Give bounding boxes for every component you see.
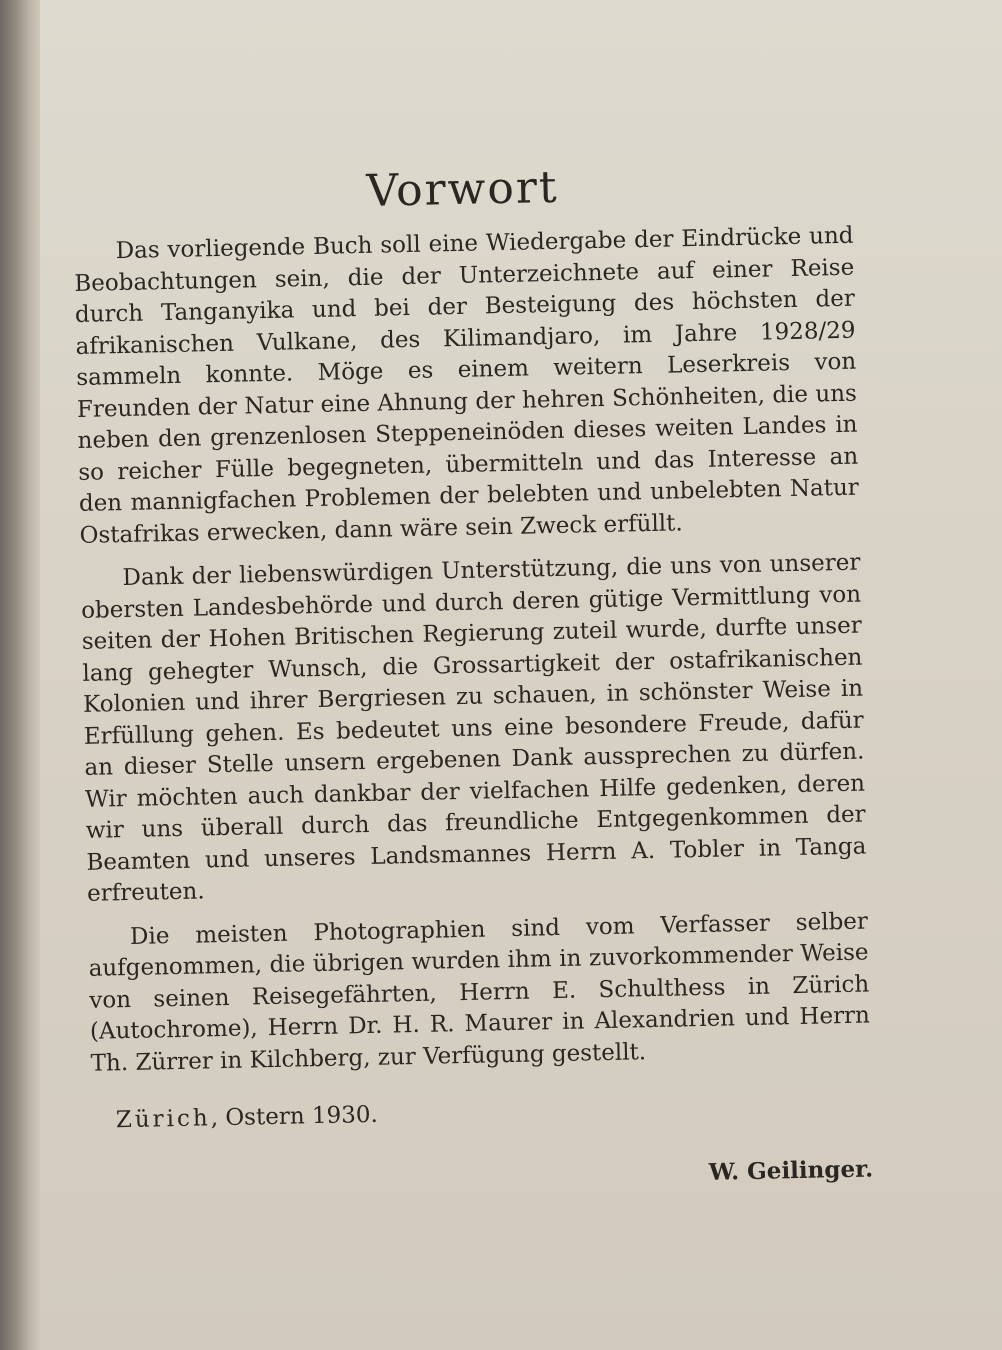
place: Zürich — [115, 1105, 211, 1134]
book-page — [40, 0, 1002, 1350]
paragraph-1: Das vorliegende Buch soll eine Wiedergabe der Eindrücke und Beobachtungen sein, die der Unterzeichnete auf einer Reise durch Tanganyika und bei der Besteigung des höchsten der afrikanischen Vulkane, des Kilimandjaro, im Jahre 1928/29 sammeln konnte. Möge es einem weitern Leserkreis von Freunden der Natur eine Ahnung der hehren Schönheiten, die uns neben den grenzenlosen Steppeneinöden dieses weiten Landes in so reicher Fülle begegneten, übermitteln und das Interesse an den mannigfachen Problemen der belebten und unbelebten Natur Ostafrikas erwecken, dann wäre sein Zweck erfüllt. — [74, 222, 860, 549]
paragraph-3: Die meisten Photographien sind vom Verfasser selber aufgenommen, die übrigen wurden ihm in zuvorkommender Weise von seinen Reisegefährten, Herrn E. Schulthess in Zürich (Autochrome), Herrn Dr. H. R. Maurer in Alexandrien und Herrn Th. Zürrer in Kilchberg, zur Verfügung gestellt. — [88, 907, 871, 1077]
page-content — [72, 156, 873, 1199]
paragraph-2: Dank der liebenswürdigen Unterstützung, die uns von unserer obersten Landesbehörde und durch deren gütige Vermittlung von seiten der Hohen Britischen Regierung zuteil wurde, durfte unser lang gehegter Wunsch, die Grossartigkeit der ostafrikanischen Kolonien und ihrer Bergriesen zu schauen, in schönster Weise in Erfüllung gehen. Es bedeutet uns eine besondere Freude, dafür an dieser Stelle unsern ergebenen Dank aussprechen zu dürfen. Wir möchten auch dankbar der vielfachen Hilfe gedenken, deren wir uns überall durch das freundliche Entgegenkommen der Beamten und unseres Landsmannes Herrn A. Tobler in Tanga erfreuten. — [80, 549, 867, 907]
book-gutter — [0, 0, 40, 1350]
place-date — [116, 1089, 872, 1136]
date: , Ostern 1930. — [210, 1101, 379, 1132]
signature: W. Geilinger. — [708, 1154, 874, 1186]
page-title: Vorwort — [365, 161, 560, 217]
